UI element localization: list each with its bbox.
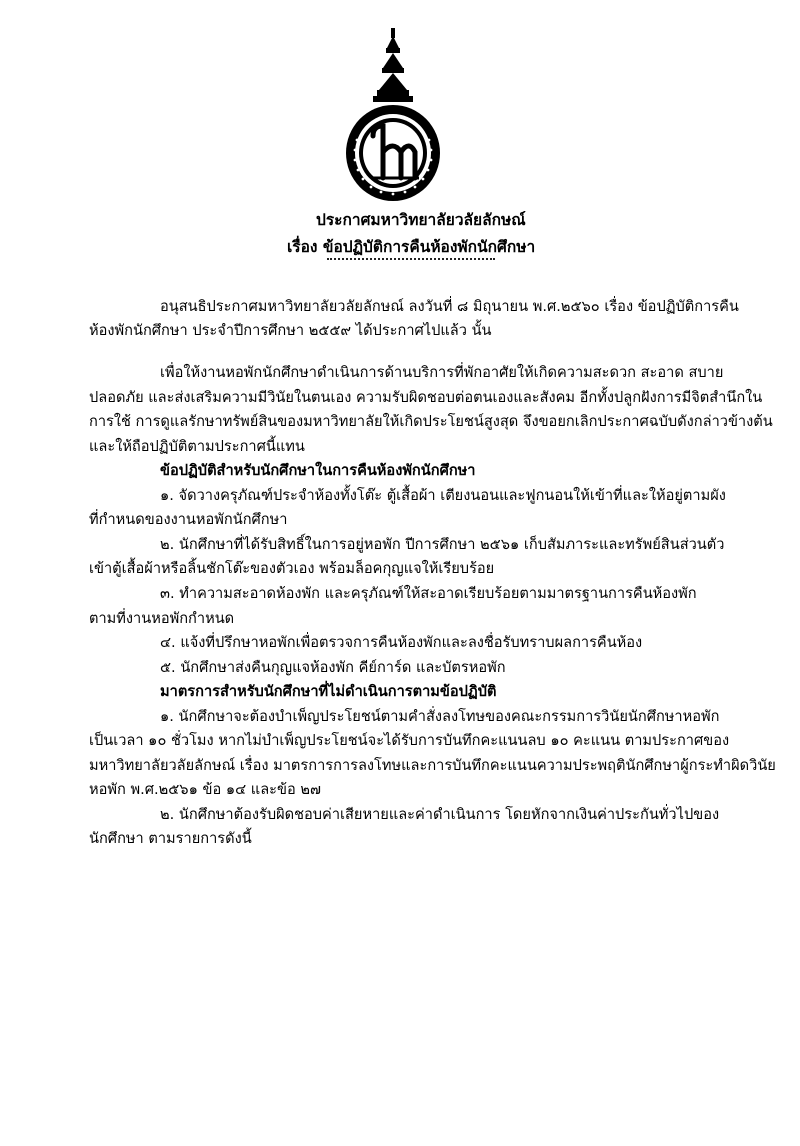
list-item: เป็นเวลา ๑๐ ชั่วโมง หากไม่บำเพ็ญประโยชน์จะได้รับการบันทึกคะแนนลบ ๑๐ คะแนน ตามประกาศของ bbox=[89, 732, 730, 749]
section-heading: มาตรการสำหรับนักศึกษาที่ไม่ดำเนินการตามข้อปฏิบัติ bbox=[160, 683, 497, 700]
paragraph-line: การใช้ การดูแลรักษาทรัพย์สินของมหาวิทยาลัยให้เกิดประโยชน์สูงสุด จึงขอยกเลิกประกาศฉบับดังกล่าวข้างต้น bbox=[89, 413, 773, 430]
paragraph-line: ปลอดภัย และส่งเสริมความมีวินัยในตนเอง ความรับผิดชอบต่อตนเองและสังคม อีกทั้งปลูกฝังการมีจิตสำนึกใน bbox=[89, 389, 763, 406]
announcement-title: ประกาศมหาวิทยาลัยวลัยลักษณ์ bbox=[316, 211, 526, 229]
list-item: ตามที่งานหอพักกำหนด bbox=[89, 610, 235, 627]
announcement-subject: เรื่อง ข้อปฏิบัติการคืนห้องพักนักศึกษา bbox=[287, 238, 536, 256]
list-item: ๒. นักศึกษาที่ได้รับสิทธิ์ในการอยู่หอพัก ปีการศึกษา ๒๕๖๑ เก็บสัมภาระและทรัพย์สินส่วนตัว bbox=[160, 536, 725, 553]
list-item: ๔. แจ้งที่ปรึกษาหอพักเพื่อตรวจการคืนห้องพักและลงชื่อรับทราบผลการคืนห้อง bbox=[160, 634, 643, 651]
list-item: ๓. ทำความสะอาดห้องพัก และครุภัณฑ์ให้สะอาดเรียบร้อยตามมาตรฐานการคืนห้องพัก bbox=[160, 585, 697, 602]
list-item: ๕. นักศึกษาส่งคืนกุญแจห้องพัก คีย์การ์ด และบัตรหอพัก bbox=[160, 659, 506, 676]
list-item: มหาวิทยาลัยวลัยลักษณ์ เรื่อง มาตรการการลงโทษและการบันทึกคะแนนความประพฤตินักศึกษาผู้กระทำผิดวินัย bbox=[89, 757, 776, 774]
title-separator bbox=[327, 258, 495, 260]
paragraph-line: อนุสนธิประกาศมหาวิทยาลัยวลัยลักษณ์ ลงวันที่ ๘ มิถุนายน พ.ศ.๒๕๖๐ เรื่อง ข้อปฏิบัติการคืน bbox=[160, 298, 739, 315]
list-item: เข้าตู้เสื้อผ้าหรือลิ้นชักโต๊ะของตัวเอง พร้อมล็อคกุญแจให้เรียบร้อย bbox=[89, 560, 495, 577]
list-item: หอพัก พ.ศ.๒๕๖๑ ข้อ ๑๔ และข้อ ๒๗ bbox=[89, 781, 321, 798]
list-item: ที่กำหนดของงานหอพักนักศึกษา bbox=[89, 511, 288, 528]
list-item: นักศึกษา ตามรายการดังนี้ bbox=[89, 830, 252, 847]
list-item: ๑. นักศึกษาจะต้องบำเพ็ญประโยชน์ตามคำสั่งลงโทษของคณะกรรมการวินัยนักศึกษาหอพัก bbox=[160, 708, 720, 725]
list-item: ๑. จัดวางครุภัณฑ์ประจำห้องทั้งโต๊ะ ตู้เสื้อผ้า เตียงนอนและฟูกนอนให้เข้าที่และให้อยู่ตามผัง bbox=[160, 487, 726, 504]
list-item: ๒. นักศึกษาต้องรับผิดชอบค่าเสียหายและค่าดำเนินการ โดยหักจากเงินค่าประกันทั่วไปของ bbox=[160, 806, 720, 823]
paragraph-line: เพื่อให้งานหอพักนักศึกษาดำเนินการด้านบริการที่พักอาศัยให้เกิดความสะดวก สะอาด สบาย bbox=[160, 364, 724, 381]
paragraph-line: และให้ถือปฏิบัติตามประกาศนี้แทน bbox=[89, 438, 305, 455]
paragraph-line: ห้องพักนักศึกษา ประจำปีการศึกษา ๒๕๕๙ ได้ประกาศไปแล้ว นั้น bbox=[89, 322, 492, 339]
section-heading: ข้อปฏิบัติสำหรับนักศึกษาในการคืนห้องพักนักศึกษา bbox=[160, 462, 476, 479]
university-seal bbox=[343, 28, 443, 204]
